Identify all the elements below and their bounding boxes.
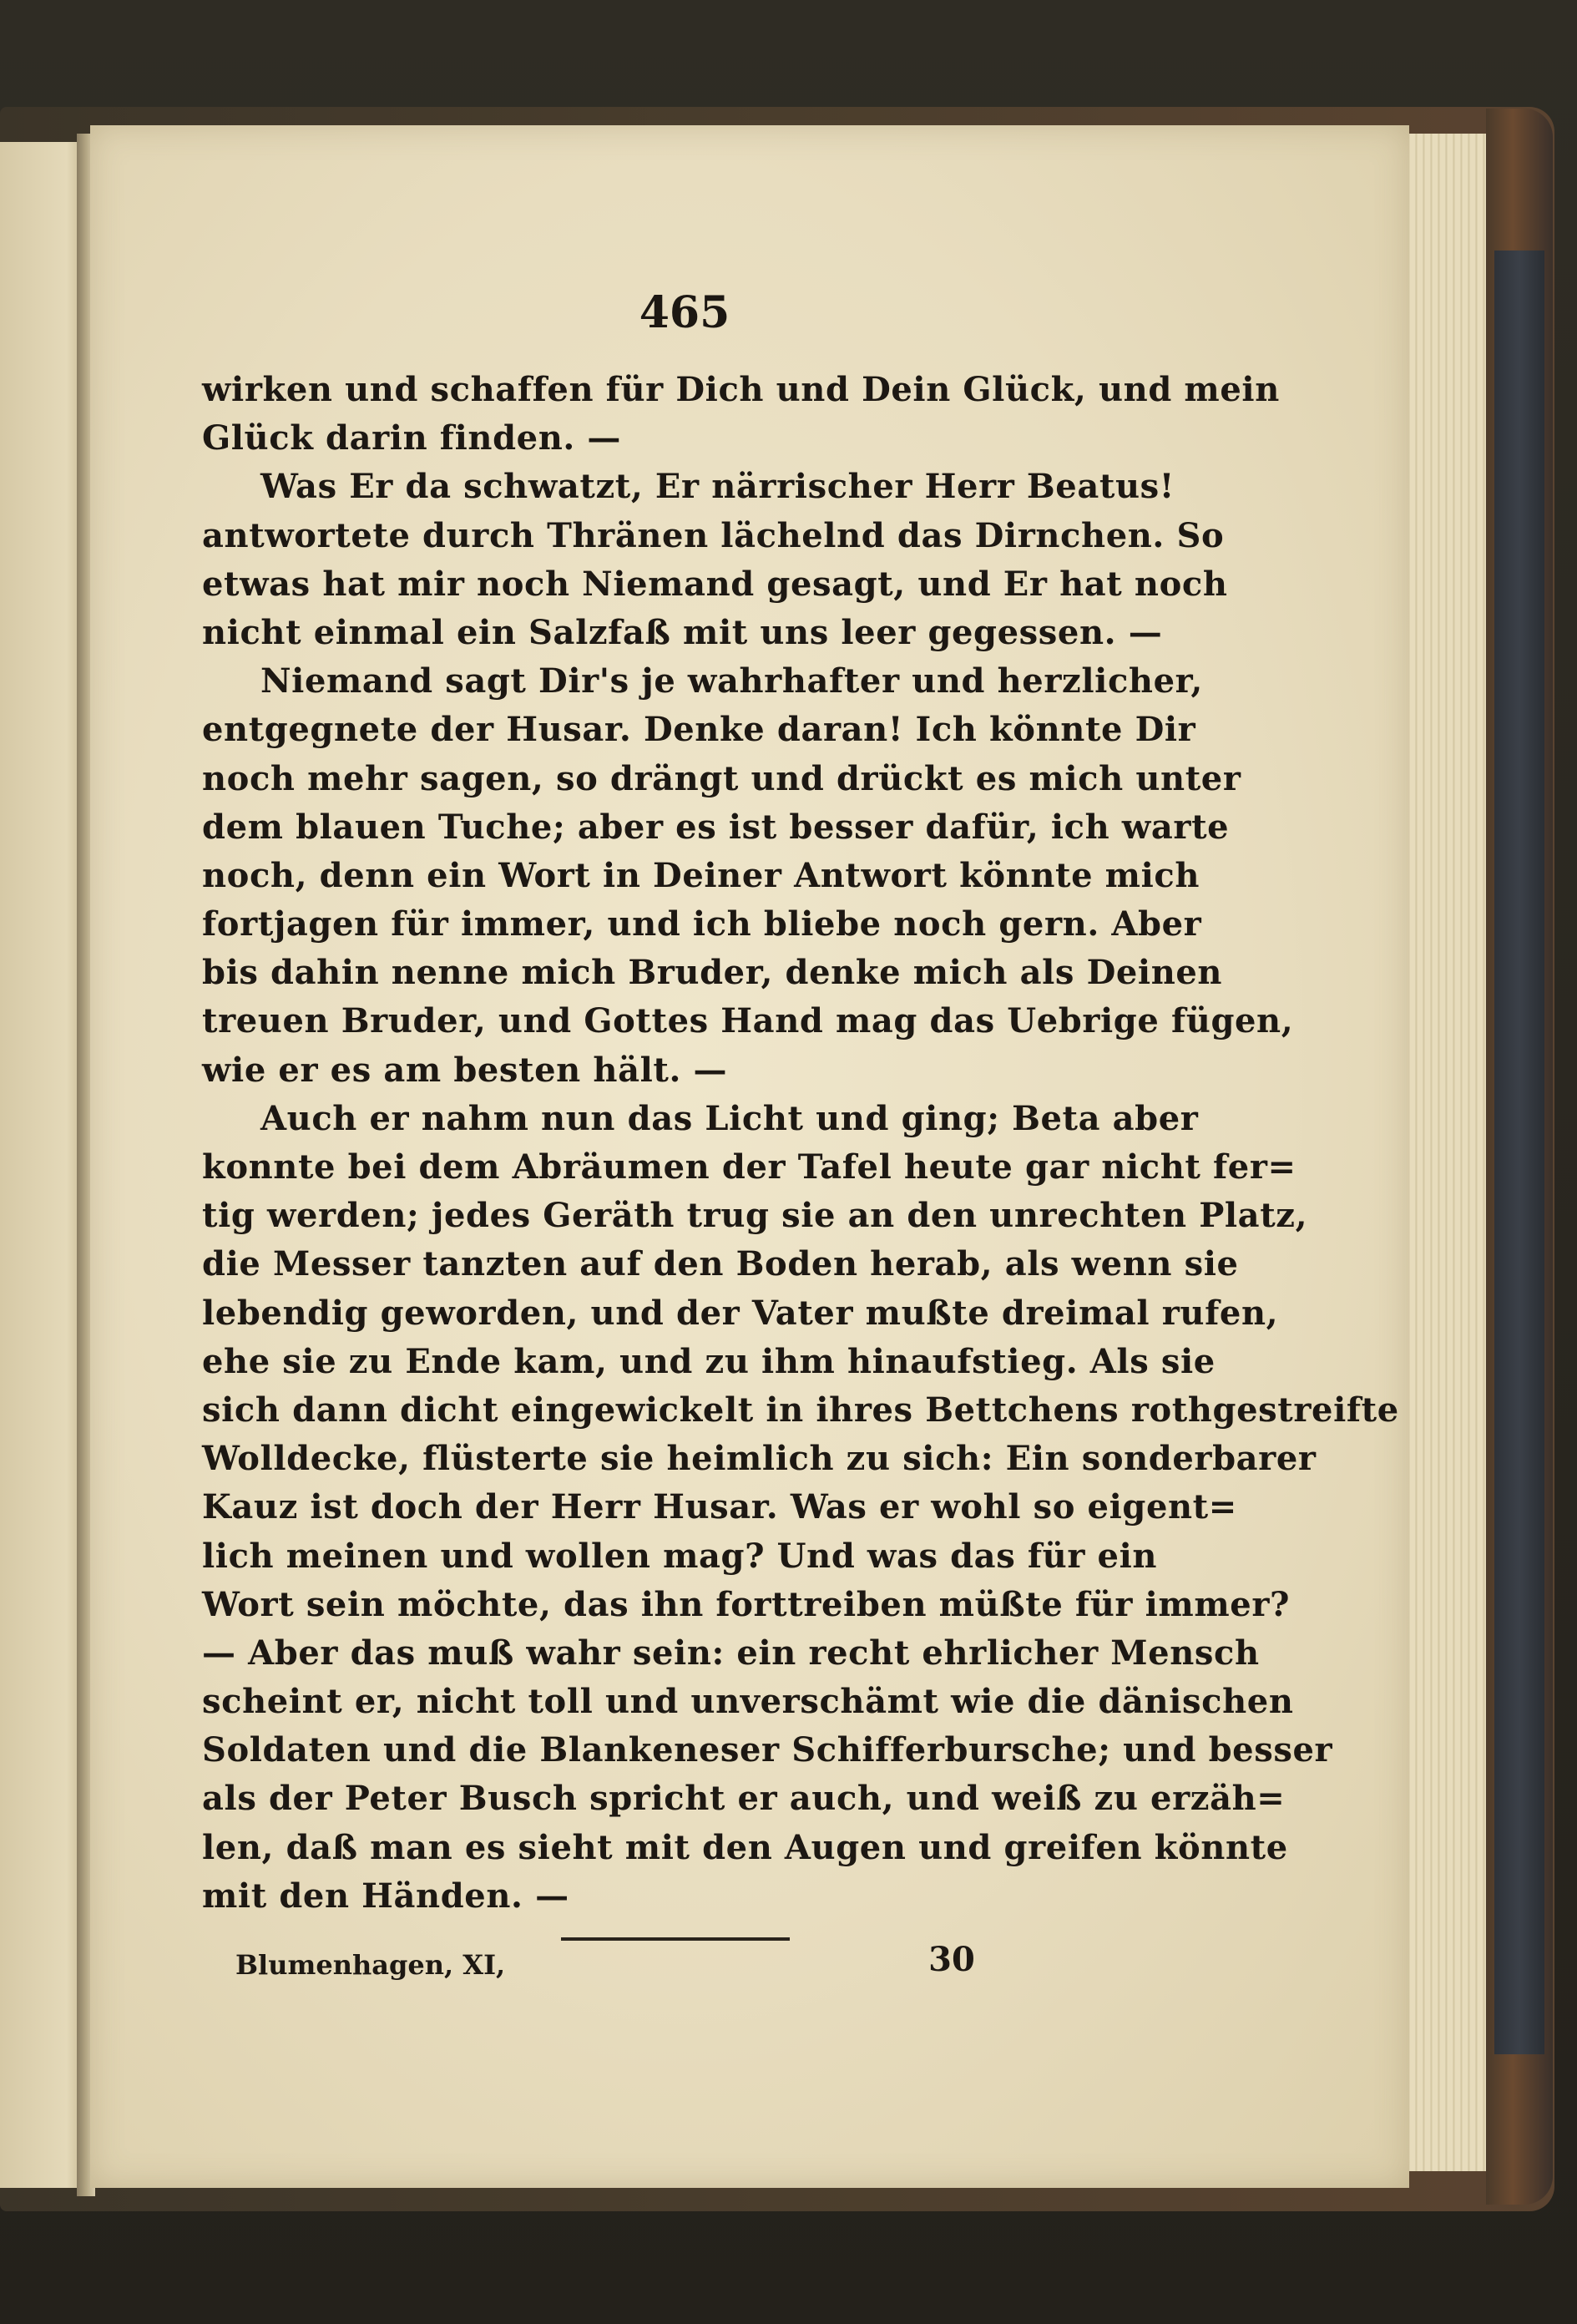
cover-spine-strip xyxy=(1494,251,1544,2054)
text-line: lich meinen und wollen mag? Und was das für ein xyxy=(202,1536,1158,1576)
page-number: 465 xyxy=(639,287,730,338)
text-line: noch mehr sagen, so drängt und drückt es mich unter xyxy=(202,758,1241,798)
footnote-rule xyxy=(561,1937,790,1941)
text-line: Kauz ist doch der Herr Husar. Was er wohl so eigent= xyxy=(202,1487,1237,1527)
text-line: die Messer tanzten auf den Boden herab, als wenn sie xyxy=(202,1244,1239,1284)
text-line: Auch er nahm nun das Licht und ging; Beta aber xyxy=(260,1098,1199,1138)
text-line: antwortete durch Thränen lächelnd das Dirnchen. So xyxy=(202,515,1225,555)
text-line: bis dahin nenne mich Bruder, denke mich als Deinen xyxy=(202,953,1223,993)
text-line: Wolldecke, flüsterte sie heimlich zu sich: Ein sonderbarer xyxy=(202,1439,1317,1479)
text-line: lebendig geworden, und der Vater mußte dreimal rufen, xyxy=(202,1293,1279,1333)
text-line: Wort sein möchte, das ihn forttreiben müßte für immer? xyxy=(202,1584,1291,1624)
text-line: noch, denn ein Wort in Deiner Antwort könnte mich xyxy=(202,855,1200,895)
facing-page-edge xyxy=(0,142,83,2188)
text-line: Soldaten und die Blankeneser Schifferbursche; und besser xyxy=(202,1730,1333,1770)
text-line: etwas hat mir noch Niemand gesagt, und Er hat noch xyxy=(202,564,1228,604)
text-line: scheint er, nicht toll und unverschämt wie die dänischen xyxy=(202,1682,1294,1722)
text-line: treuen Bruder, und Gottes Hand mag das Uebrige fügen, xyxy=(202,1001,1294,1041)
text-line: fortjagen für immer, und ich bliebe noch gern. Aber xyxy=(202,904,1202,944)
text-line: sich dann dicht eingewickelt in ihres Bettchens rothgestreifte xyxy=(202,1390,1399,1430)
text-line: mit den Händen. — xyxy=(202,1876,569,1916)
text-line: nicht einmal ein Salzfaß mit uns leer gegessen. — xyxy=(202,612,1163,652)
text-line: als der Peter Busch spricht er auch, und weiß zu erzäh= xyxy=(202,1779,1286,1819)
text-line: Niemand sagt Dir's je wahrhafter und herzlicher, xyxy=(260,661,1203,701)
text-line: Was Er da schwatzt, Er närrischer Herr Beatus! xyxy=(260,467,1175,507)
text-line: — Aber das muß wahr sein: ein recht ehrlicher Mensch xyxy=(202,1633,1260,1673)
text-line: wirken und schaffen für Dich und Dein Glück, und mein xyxy=(202,370,1280,409)
text-line: wie er es am besten hält. — xyxy=(202,1050,728,1090)
text-line: len, daß man es sieht mit den Augen und greifen könnte xyxy=(202,1827,1288,1867)
text-line: Glück darin finden. — xyxy=(202,418,622,458)
body-text xyxy=(202,366,1399,1921)
signature-mark: Blumenhagen, XI, xyxy=(235,1949,506,1981)
page-stack-edges xyxy=(1403,134,1486,2171)
text-line: tig werden; jedes Geräth trug sie an den unrechten Platz, xyxy=(202,1196,1308,1236)
text-line: entgegnete der Husar. Denke daran! Ich könnte Dir xyxy=(202,710,1196,750)
text-line: ehe sie zu Ende kam, und zu ihm hinaufstieg. Als sie xyxy=(202,1341,1216,1381)
sheet-number: 30 xyxy=(928,1940,975,1979)
text-line: dem blauen Tuche; aber es ist besser dafür, ich warte xyxy=(202,807,1230,847)
text-line: konnte bei dem Abräumen der Tafel heute gar nicht fer= xyxy=(202,1147,1296,1187)
